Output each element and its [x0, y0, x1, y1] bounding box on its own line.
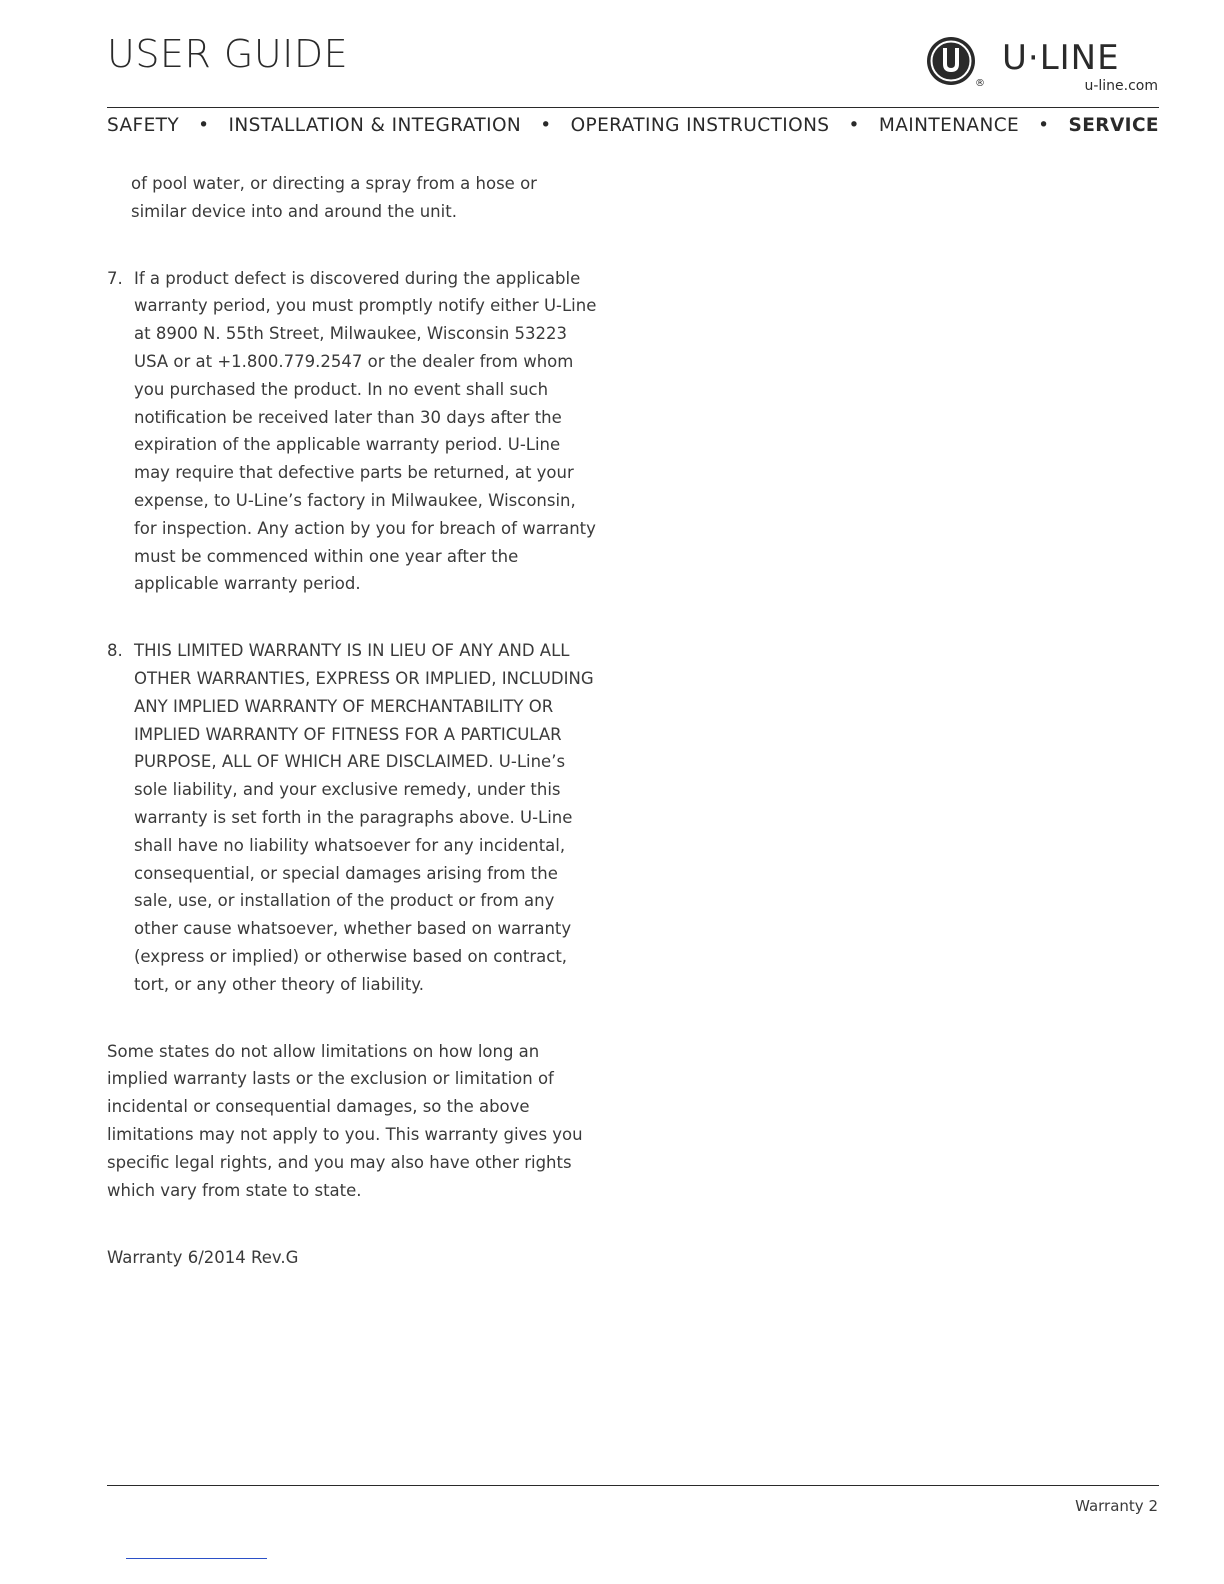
brand-logo[interactable] [926, 34, 1158, 96]
brand-name: U·LINE [1002, 38, 1120, 78]
nav-item-service[interactable]: SERVICE [1068, 115, 1159, 136]
nav-item-operating[interactable]: OPERATING INSTRUCTIONS [570, 115, 830, 136]
registered-mark: ® [975, 78, 985, 89]
nav-item-installation[interactable]: INSTALLATION & INTEGRATION [228, 115, 522, 136]
nav-separator: • [540, 115, 552, 136]
list-number: 8. [107, 641, 123, 661]
nav-item-maintenance[interactable]: MAINTENANCE [878, 115, 1020, 136]
nav-item-safety[interactable]: SAFETY [107, 115, 180, 136]
nav-separator: • [848, 115, 860, 136]
nav-separator: • [198, 115, 210, 136]
list-item [107, 265, 597, 599]
closing-paragraph: Some states do not allow limitations on how long an implied warranty lasts or the exclusion or limitation of incidental or consequential damages, so the above limitations may not apply to you. This warranty gives you specific legal rights, and you may also have other rights which vary from state to state. [107, 1041, 583, 1200]
list-text: If a product defect is discovered during the applicable warranty period, you must promptly notify either U-Line at 8900 N. 55th Street, Milwaukee, Wisconsin 53223 USA or at +1.800.779.2547 or the dealer from whom you purchased the product. In no event shall such notification be received later than 30 days after the expiration of the applicable warranty period. U-Line may require that defective parts be returned, at your expense, to U-Line’s factory in Milwaukee, Wisconsin, for inspection. Any action by you for breach of warranty must be commenced within one year after the applicable warranty period. [134, 268, 597, 594]
warranty-content [107, 170, 597, 1272]
list-text: THIS LIMITED WARRANTY IS IN LIEU OF ANY AND ALL OTHER WARRANTIES, EXPRESS OR IMPLIED, INCLUDING ANY IMPLIED WARRANTY OF MERCHANTABILITY OR IMPLIED WARRANTY OF FITNESS FOR A PARTICULAR PURPOSE, ALL OF WHICH ARE DISCLAIMED. U-Line’s sole liability, and your exclusive remedy, under this warranty is set forth in the paragraphs above. U-Line shall have no liability whatsoever for any incidental, consequential, or special damages arising from the sale, use, or installation of the product or from any other cause whatsoever, whether based on warranty (express or implied) or otherwise based on contract, tort, or any other theory of liability. [134, 641, 594, 994]
page-title: USER GUIDE [107, 32, 349, 76]
revision-note: Warranty 6/2014 Rev.G [107, 1248, 299, 1268]
list-item [107, 637, 597, 998]
brand-url[interactable]: u-line.com [1084, 78, 1158, 94]
footer-link[interactable] [126, 1558, 267, 1559]
continued-paragraph: of pool water, or directing a spray from a hose or similar device into and around the unit. [131, 174, 537, 221]
section-nav [107, 115, 1159, 136]
nav-separator: • [1038, 115, 1050, 136]
u-line-logo-icon [926, 34, 978, 88]
list-number: 7. [107, 268, 123, 288]
page-number: Warranty 2 [1075, 1497, 1158, 1515]
header-divider [107, 107, 1159, 108]
footer-divider [107, 1485, 1159, 1486]
